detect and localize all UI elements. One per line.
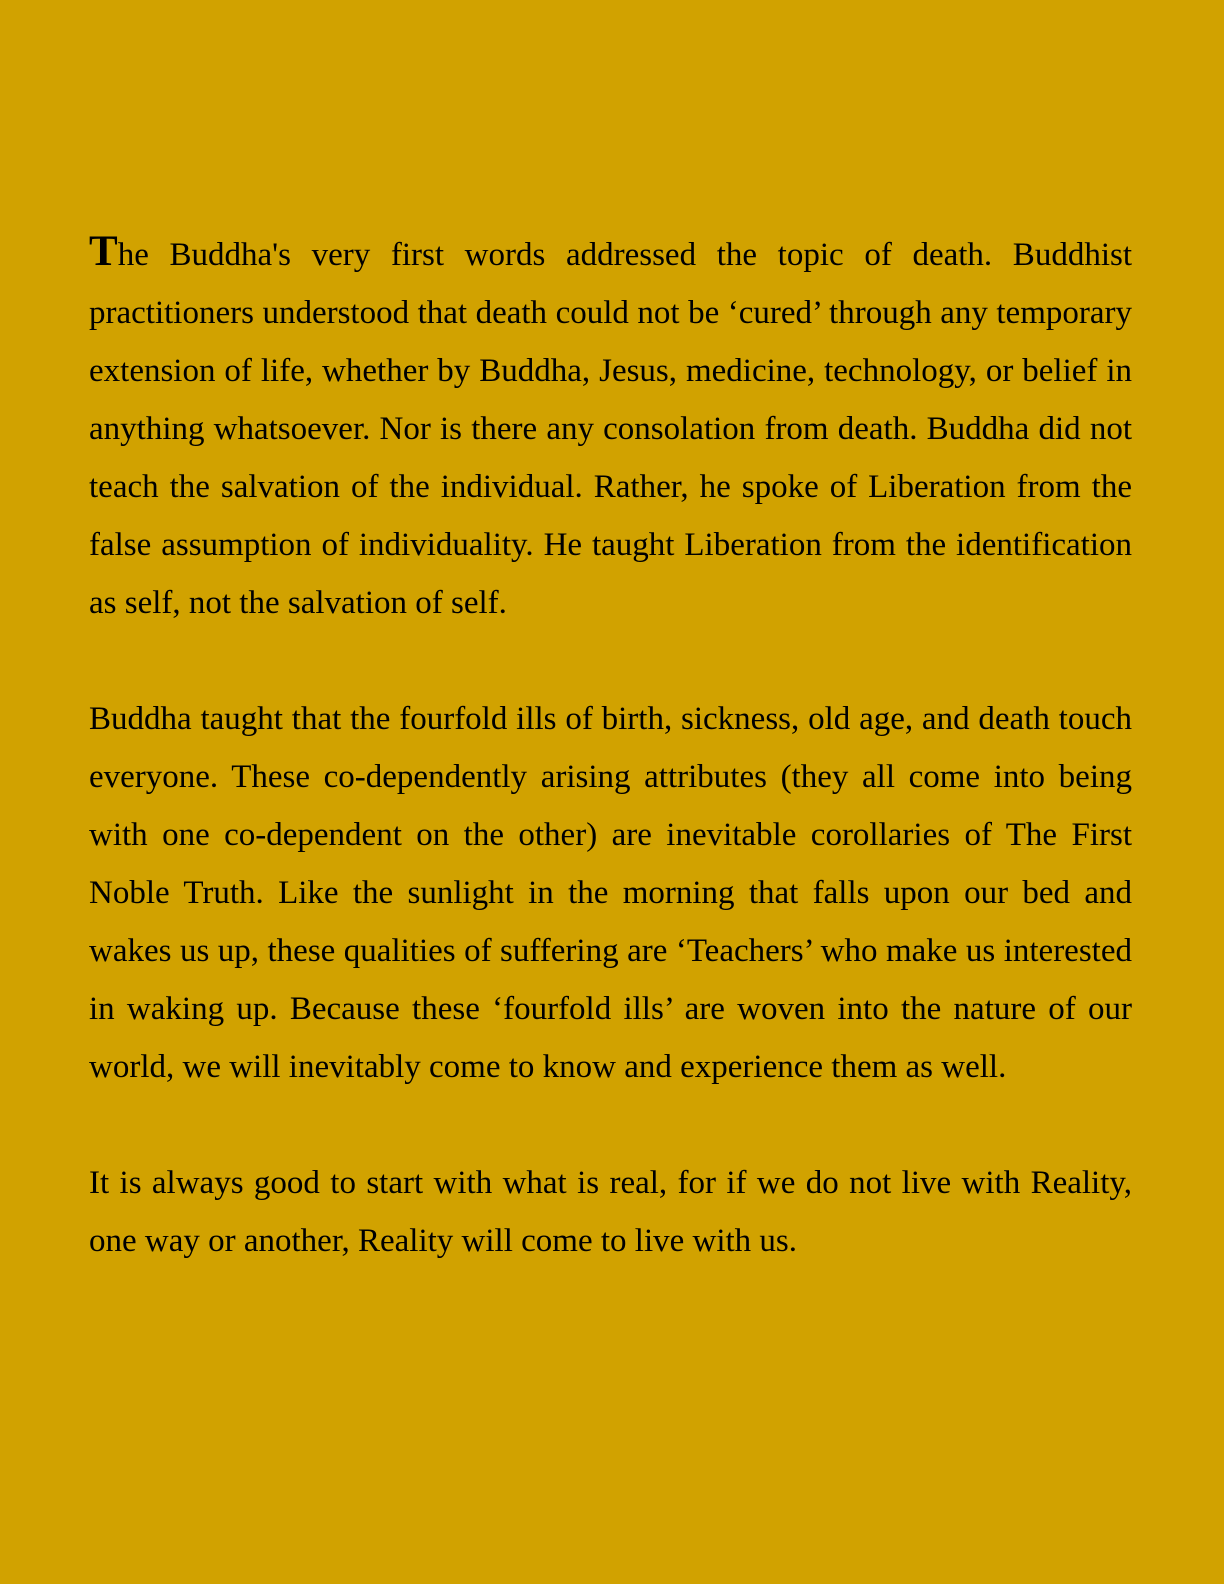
paragraph-1-text: he Buddha's very first words addressed the topic of death. Buddhist practitioners understood that death could not be ‘cured’ through any temporary extension of life, whether by Buddha, Jesus, medicine, technology, or belief in anything whatsoever. Nor is there any consolation from death. Buddha did not teach the salvation of the individual. Rather, he spoke of Liberation from the false assumption of individuality. He taught Liberation from the identification as self, not the salvation of self. <box>89 237 1132 621</box>
paragraph-2: Buddha taught that the fourfold ills of birth, sickness, old age, and death touch everyone. These co-dependently arising attributes (they all come into being with one co-dependent on the other) are inevitable corollaries of The First Noble Truth. Like the sunlight in the morning that falls upon our bed and wakes us up, these qualities of suffering are ‘Teachers’ who make us interested in waking up. Because these ‘fourfold ills’ are woven into the nature of our world, we will inevitably come to know and experience them as well. <box>89 701 1132 1085</box>
paragraph-3: It is always good to start with what is real, for if we do not live with Reality, one way or another, Reality will come to live with us. <box>89 1165 1132 1259</box>
drop-cap: T <box>89 228 118 275</box>
paragraph-1 <box>89 226 1132 632</box>
